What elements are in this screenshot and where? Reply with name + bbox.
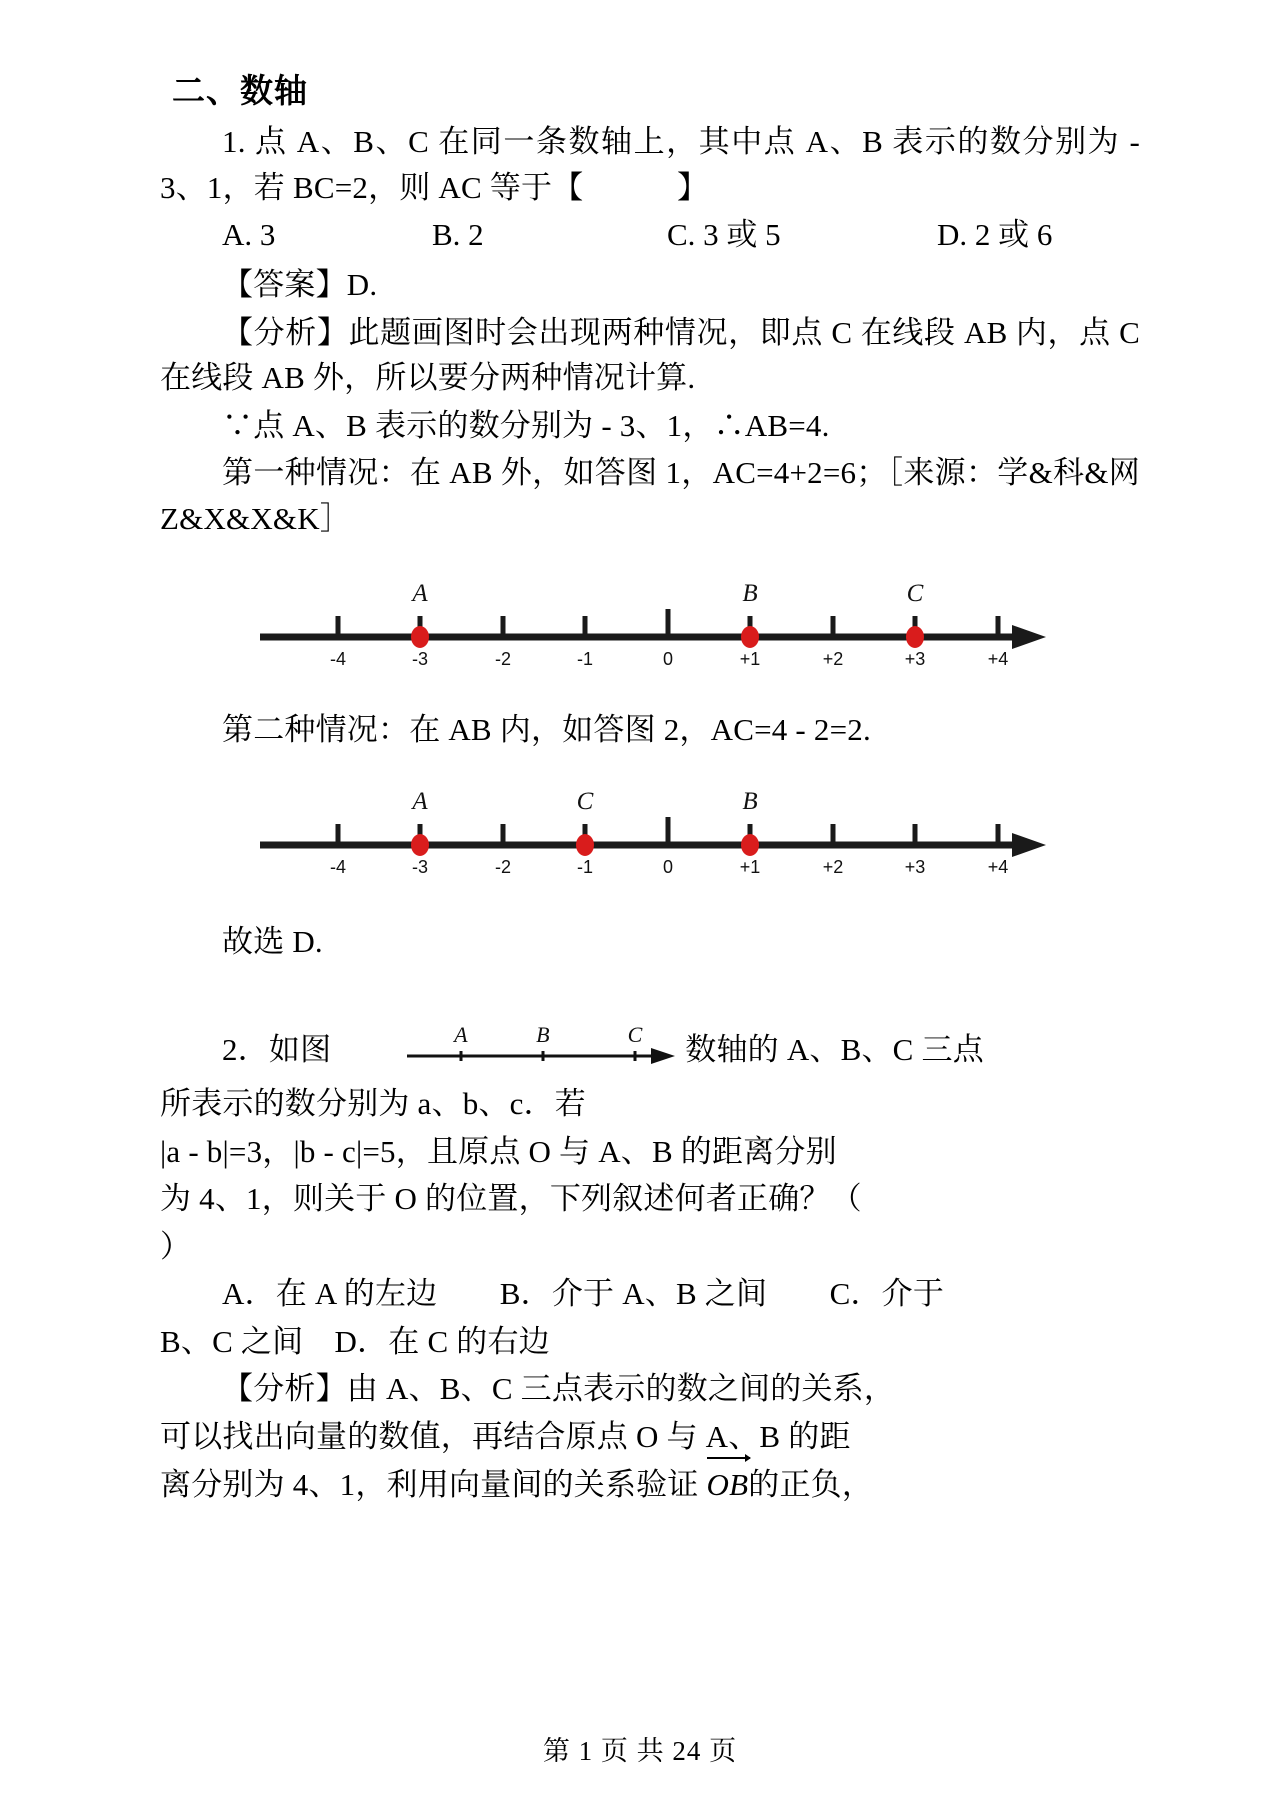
problem2-options-line2: B、C 之间 D．在 C 的右边: [160, 1323, 550, 1359]
problem2-analysis-line1: 【分析】由 A、B、C 三点表示的数之间的关系，: [222, 1371, 896, 1407]
page-number-text: 第 1 页 共 24 页: [542, 1736, 738, 1766]
problem2-line5: ）: [160, 1228, 192, 1264]
axis-tick-labels: [330, 857, 1008, 877]
option-b: B. 2: [432, 217, 484, 253]
tick-label: -3: [411, 856, 429, 877]
problem2-options-line1: A．在 A 的左边 B．介于 A、B 之间 C．介于: [222, 1276, 945, 1312]
option-c: C. 3 或 5: [667, 217, 781, 253]
tick-label: +1: [739, 649, 761, 670]
inline-number-line-svg: [403, 1022, 683, 1066]
point-C-dot: [906, 626, 924, 648]
axis-ticks: [338, 609, 998, 637]
problem2-line4: 为 4、1，则关于 O 的位置，下列叙述何者正确？（: [160, 1181, 862, 1217]
vector-OB-label: OB: [707, 1462, 749, 1508]
tick-label: -2: [494, 649, 512, 670]
analysis3-post: 的正负，: [748, 1466, 874, 1502]
problem2-inline-figure: [341, 1022, 683, 1079]
problem2-stem-line1: [160, 1022, 1140, 1079]
inline-label-C: C: [627, 1022, 643, 1048]
tick-label: +3: [904, 856, 926, 877]
point-B-dot: [741, 834, 759, 856]
problem1-analysis: 【分析】此题画图时会出现两种情况，即点 C 在线段 AB 内，点 C 在线段 AB 外，所以要分两种情况计算.: [160, 314, 1140, 396]
inline-label-B: B: [536, 1022, 551, 1048]
point-letter-labels: [410, 580, 923, 607]
point-C-dot: [576, 834, 594, 856]
point-label-A: A: [412, 580, 428, 608]
figure-2: [160, 787, 1140, 879]
axis-arrow-icon: [1012, 833, 1046, 857]
point-label-C: C: [576, 787, 594, 815]
problem1-options: [160, 212, 1140, 258]
tick-label: +4: [987, 856, 1009, 877]
tick-label: +4: [987, 649, 1009, 670]
tick-label: -4: [329, 649, 347, 670]
axis-ticks: [338, 817, 998, 845]
tick-label: +2: [822, 856, 844, 877]
point-label-B: B: [742, 580, 758, 608]
option-a: A. 3: [222, 217, 276, 253]
problem2-analysis-line2: 可以找出向量的数值，再结合原点 O 与 A、B 的距: [160, 1418, 851, 1454]
problem2-line3: |a - b|=3，|b - c|=5，且原点 O 与 A、B 的距离分别: [160, 1133, 837, 1169]
tick-label: 0: [662, 856, 674, 877]
tick-label: -1: [576, 649, 594, 670]
problem1-case2: 第二种情况：在 AB 内，如答图 2，AC=4 - 2=2.: [222, 712, 871, 748]
point-A-dot: [411, 626, 429, 648]
tick-label: +1: [739, 856, 761, 877]
tick-label: -1: [576, 856, 594, 877]
point-label-B: B: [742, 787, 758, 815]
tick-label: +2: [822, 649, 844, 670]
problem2-lead: 2．如图: [222, 1032, 332, 1068]
page-footer: [0, 1729, 1280, 1768]
problem1-conclusion: 故选 D.: [222, 923, 323, 959]
tick-label: -4: [329, 856, 347, 877]
figure-1: [160, 579, 1140, 671]
option-d: D. 2 或 6: [937, 217, 1053, 253]
tick-label: -2: [494, 856, 512, 877]
problem1-answer: 【答案】D.: [222, 266, 378, 302]
problem2-stem-after-fig: 数轴的 A、B、C 三点: [685, 1032, 984, 1068]
number-line-1-svg: [250, 579, 1050, 671]
point-label-A: A: [412, 787, 428, 815]
number-line-2-svg: [250, 787, 1050, 879]
point-label-C: C: [906, 580, 924, 608]
problem2-line2: 所表示的数分别为 a、b、c．若: [160, 1086, 586, 1121]
tick-label: +3: [904, 649, 926, 670]
point-letter-labels: [410, 788, 757, 815]
point-B-dot: [741, 626, 759, 648]
point-A-dot: [411, 834, 429, 856]
inline-label-A: A: [454, 1022, 469, 1048]
problem1-case1: 第一种情况：在 AB 外，如答图 1，AC=4+2=6；［来源：学&科&网 Z&X&X&K］: [160, 455, 1140, 536]
problem2-analysis-line3: [160, 1462, 1140, 1508]
axis-arrow-icon: [1012, 625, 1046, 649]
section-heading: 二、数轴: [172, 72, 308, 109]
tick-label: -3: [411, 649, 429, 670]
tick-label: 0: [662, 649, 674, 670]
inline-arrow-icon: [651, 1048, 675, 1064]
analysis3-pre: 离分别为 4、1，利用向量间的关系验证: [160, 1466, 699, 1502]
problem1-stem: 1. 点 A、B、C 在同一条数轴上，其中点 A、B 表示的数分别为 - 3、1，若 BC=2，则 AC 等于【 】: [160, 124, 1140, 205]
inline-point-labels: [452, 1022, 642, 1047]
problem1-given: ∵点 A、B 表示的数分别为 - 3、1，∴AB=4.: [222, 407, 830, 443]
axis-tick-labels: [330, 649, 1008, 669]
